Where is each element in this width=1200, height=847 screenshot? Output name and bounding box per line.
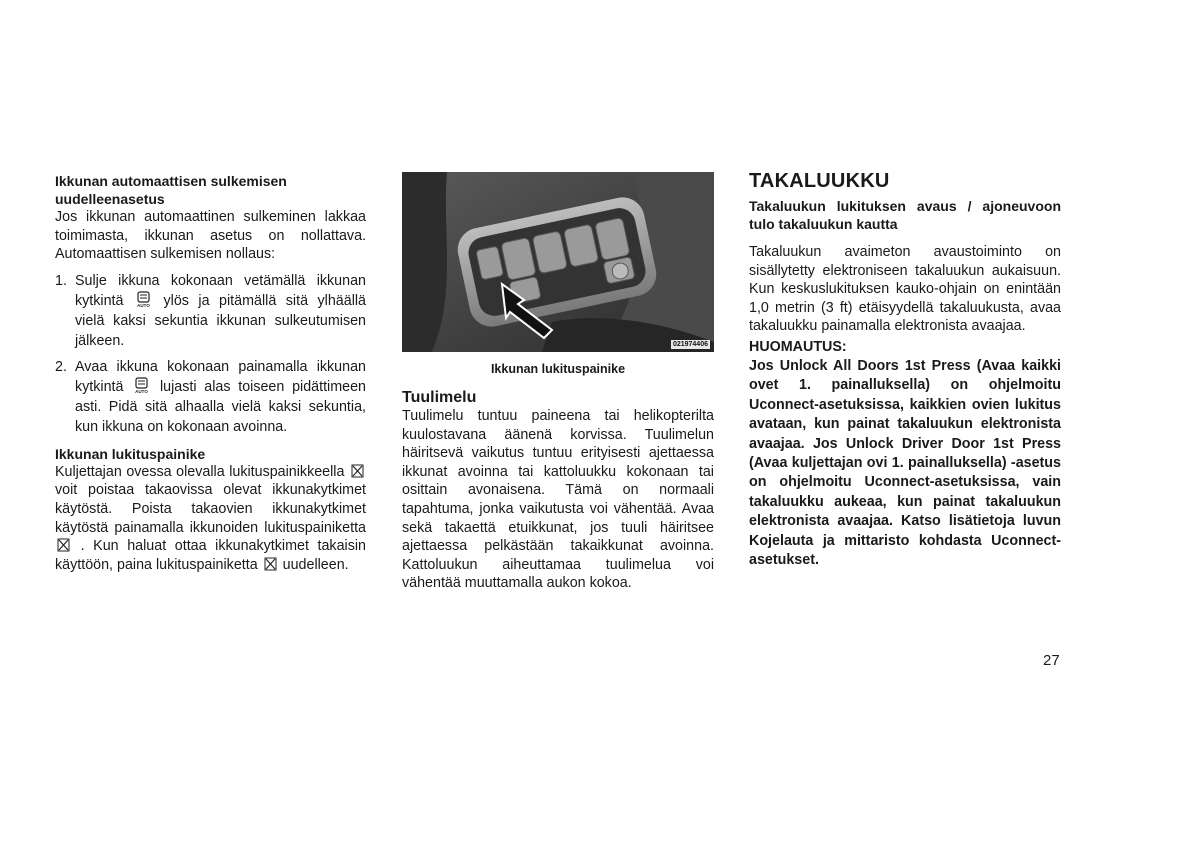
liftgate-title: TAKALUUKKU [749, 170, 890, 192]
liftgate-subheading: Takaluukun lukituksen avaus / ajoneuvoon tulo takaluukun kautta [749, 198, 1061, 232]
left-column [55, 172, 366, 574]
window-lock-icon [264, 557, 277, 571]
step-text-before: Sulje ikkuna kokonaan vetämällä ikkunan kytkintä [75, 272, 366, 309]
svg-text:AUTO: AUTO [137, 302, 150, 308]
step-text-after: ylös ja pitämällä sitä ylhäällä vielä kaksi sekuntia ikkunan sulkeutumisen jälkeen. [75, 292, 367, 349]
auto-close-reset-paragraph: Jos ikkunan automaattinen sulkeminen lakkaa toimimasta, ikkunan asetus on nollattava. Automaattisen sulkemisen nollaus: [55, 209, 366, 263]
svg-text:AUTO: AUTO [135, 388, 149, 394]
step-text-before: Avaa ikkuna kokonaan painamalla ikkunan kytkintä [75, 358, 366, 395]
window-lock-icon [57, 538, 70, 552]
window-lock-icon [351, 464, 364, 478]
auto-window-switch-icon [134, 377, 149, 394]
list-item [55, 271, 366, 351]
note-label: HUOMAUTUS: [749, 338, 847, 355]
photo-caption: Ikkunan lukituspainike [490, 362, 626, 376]
window-lock-text-c: . Kun haluat ottaa ikkunakytkimet takaisin käyttöön, paina lukituspainiketta [55, 538, 366, 573]
wind-noise-heading: Tuulimelu [402, 389, 477, 406]
liftgate-paragraph: Takaluukun avaimeton avaustoiminto on sisällytetty elektroniseen takaluukun aukaisuun. Kun keskuslukituksen kauko-ohjain on enintään 1,0 metrin (3 ft) etäisyydellä takaluukusta, avaa takaluukku painamalla elektronista avaajaa. [749, 244, 1061, 335]
step-number: 1. [55, 272, 67, 289]
window-lock-button-photo [402, 172, 714, 352]
window-lock-heading: Ikkunan lukituspainike [55, 445, 206, 462]
step-text-after: lujasti alas toiseen pidättimeen asti. Pidä sitä alhaalla vielä kaksi sekuntia, kun ikkuna on kokonaan avoinna. [75, 378, 366, 435]
auto-window-switch-icon [136, 291, 151, 308]
reset-steps-list [55, 271, 366, 437]
window-lock-paragraph [55, 463, 366, 575]
window-lock-text-b: voit poistaa takaovissa olevat ikkunakytkimet käytöstä. Poista takaovien ikkunakytkimet käytöstä painamalla ikkunoiden lukituspainiketta [55, 482, 366, 536]
wind-noise-paragraph: Tuulimelu tuntuu paineena tai helikopterilta kuulostavana äänenä korvissa. Tuulimelun häiritsevä vaikutus tuntuu erityisesti ajettaessa ikkunat avoinna tai kattoluukku kokonaan tai osittain avonaisena. Tämä on normaali tapahtuma, jonka vaikutusta voi vähentää. Avaa sekä takaettä etuikkunat, jos tuuli häiritsee ajettaessa pelkästään takaikkunat avoinna. Kattoluukun aiheuttamaa tuulimelua voi vähentää muuttamalla aukon kokoa. [402, 408, 714, 592]
middle-column [402, 389, 714, 593]
window-lock-text-a: Kuljettajan ovessa olevalla lukituspainikkeella [55, 463, 345, 480]
list-item [55, 357, 366, 437]
auto-close-reset-heading: Ikkunan automaattisen sulkemisen uudelleenasetus [55, 173, 287, 207]
step-number: 2. [55, 358, 67, 375]
window-lock-text-d: uudelleen. [282, 556, 349, 573]
right-column [749, 170, 1061, 570]
page-number: 27 [1043, 652, 1060, 669]
photo-reference-code: 021974406 [672, 341, 708, 348]
note-text: Jos Unlock All Doors 1st Press (Avaa kaikki ovet 1. painalluksella) on ohjelmoitu Uconnect-asetuksissa, kaikkien ovien lukitus avataan, kun painat takaluukun elektronista avaajaa. Jos Unlock Driver Door 1st Press (Avaa kuljettajan ovi 1. painalluksella) -asetus on ohjelmoitu Uconnect-asetuksissa, vain takaluukku aukeaa, kun painat takaluukun elektronista avaajaa. Katso lisätietoja luvun Kojelauta ja mittaristo kohdasta Uconnect-asetukset. [749, 357, 1061, 569]
